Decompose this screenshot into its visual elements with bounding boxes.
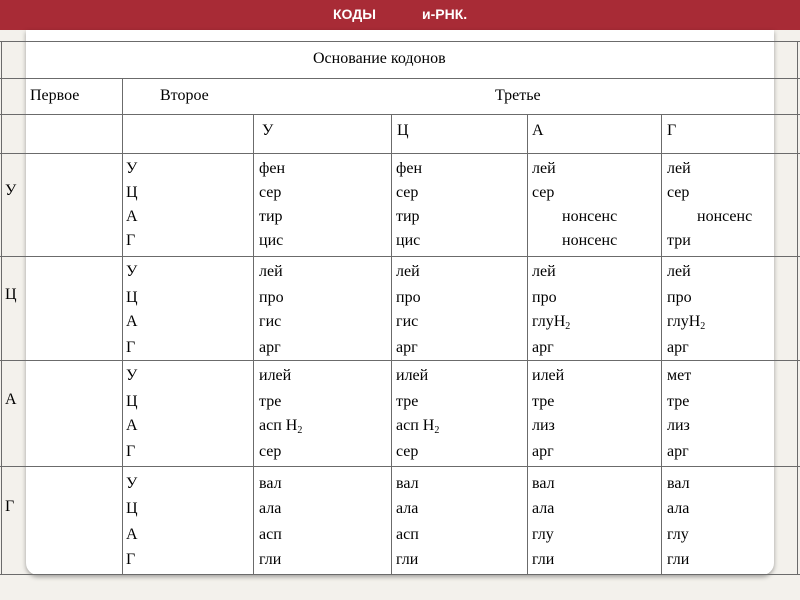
grid-line — [797, 41, 798, 574]
second-base: Г — [126, 232, 136, 249]
amino-acid: про — [667, 289, 692, 306]
first-base: Г — [5, 498, 15, 515]
amino-acid: арг — [396, 339, 418, 356]
amino-acid: илей — [259, 367, 292, 384]
amino-acid: вал — [532, 475, 555, 492]
second-base: Г — [126, 443, 136, 460]
amino-acid: асп Н — [259, 417, 298, 434]
amino-acid: арг — [259, 339, 281, 356]
second-base: Г — [126, 551, 136, 568]
second-base: А — [126, 313, 138, 330]
amino-acid: тре — [396, 393, 419, 410]
slide-card — [26, 30, 774, 575]
amino-acid: глу — [667, 526, 689, 543]
amino-acid: илей — [396, 367, 429, 384]
amino-acid: лей — [667, 160, 691, 177]
amino-acid: глуН — [532, 313, 566, 330]
amino-acid: сер — [667, 184, 690, 201]
amino-acid: лей — [532, 160, 556, 177]
amino-acid: асп — [259, 526, 282, 543]
amino-acid: асп — [396, 526, 419, 543]
amino-acid: вал — [259, 475, 282, 492]
amino-acid: фен — [259, 160, 286, 177]
amino-acid: цис — [396, 232, 421, 249]
second-base: Ц — [126, 500, 138, 517]
amino-acid: три — [667, 232, 691, 249]
amino-acid: сер — [532, 184, 555, 201]
subscript-label: 2 — [565, 321, 571, 332]
amino-acid: ала — [532, 500, 555, 517]
grid-line — [1, 41, 2, 574]
third-pos-header: А — [532, 122, 544, 139]
subscript-label: 2 — [297, 425, 303, 436]
amino-acid: вал — [396, 475, 419, 492]
second-base: У — [126, 475, 138, 492]
amino-acid: лей — [667, 263, 691, 280]
third-pos-header: Ц — [397, 122, 409, 139]
amino-acid: лей — [396, 263, 420, 280]
second-base: У — [126, 160, 138, 177]
amino-acid: цис — [259, 232, 284, 249]
second-base: Ц — [126, 289, 138, 306]
second-base: А — [126, 526, 138, 543]
amino-acid: вал — [667, 475, 690, 492]
amino-acid: сер — [259, 184, 282, 201]
amino-acid: арг — [532, 443, 554, 460]
first-base: У — [5, 182, 17, 199]
amino-acid: лиз — [532, 417, 555, 434]
amino-acid: про — [259, 289, 284, 306]
amino-acid: тир — [259, 208, 283, 225]
first-base: А — [5, 391, 17, 408]
amino-acid: ала — [667, 500, 690, 517]
title-bar — [0, 0, 800, 30]
amino-acid: тир — [396, 208, 420, 225]
amino-acid: гис — [396, 313, 419, 330]
amino-acid: сер — [396, 443, 419, 460]
third-pos-header: Г — [667, 122, 677, 139]
second-base: Ц — [126, 184, 138, 201]
amino-acid: тре — [667, 393, 690, 410]
amino-acid: фен — [396, 160, 423, 177]
amino-acid: глу — [532, 526, 554, 543]
second-base: У — [126, 367, 138, 384]
amino-acid: тре — [532, 393, 555, 410]
amino-acid: нонсенс — [562, 208, 618, 225]
title-word-2: и-РНК. — [422, 6, 468, 22]
amino-acid: ала — [259, 500, 282, 517]
amino-acid: гли — [259, 551, 282, 568]
amino-acid: асп Н — [396, 417, 435, 434]
subscript-label: 2 — [700, 321, 706, 332]
amino-acid: гли — [667, 551, 690, 568]
amino-acid: глуН — [667, 313, 701, 330]
amino-acid: нонсенс — [697, 208, 753, 225]
table-caption: Основание кодонов — [313, 50, 446, 67]
header-third: Третье — [495, 87, 541, 104]
amino-acid: лей — [259, 263, 283, 280]
first-base: Ц — [5, 286, 17, 303]
amino-acid: нонсенс — [562, 232, 618, 249]
amino-acid: ала — [396, 500, 419, 517]
amino-acid: мет — [667, 367, 692, 384]
third-pos-header: У — [262, 122, 274, 139]
header-first: Первое — [30, 87, 80, 104]
amino-acid: сер — [396, 184, 419, 201]
second-base: А — [126, 417, 138, 434]
title-word-1: КОДЫ — [333, 6, 376, 22]
second-base: У — [126, 263, 138, 280]
amino-acid: тре — [259, 393, 282, 410]
second-base: Ц — [126, 393, 138, 410]
amino-acid: гис — [259, 313, 282, 330]
amino-acid: арг — [532, 339, 554, 356]
header-second: Второе — [160, 87, 209, 104]
amino-acid: арг — [667, 443, 689, 460]
amino-acid: гли — [532, 551, 555, 568]
amino-acid: лиз — [667, 417, 690, 434]
second-base: А — [126, 208, 138, 225]
subscript-label: 2 — [434, 425, 440, 436]
amino-acid: про — [396, 289, 421, 306]
amino-acid: сер — [259, 443, 282, 460]
amino-acid: лей — [532, 263, 556, 280]
amino-acid: гли — [396, 551, 419, 568]
amino-acid: арг — [667, 339, 689, 356]
amino-acid: про — [532, 289, 557, 306]
amino-acid: илей — [532, 367, 565, 384]
second-base: Г — [126, 339, 136, 356]
